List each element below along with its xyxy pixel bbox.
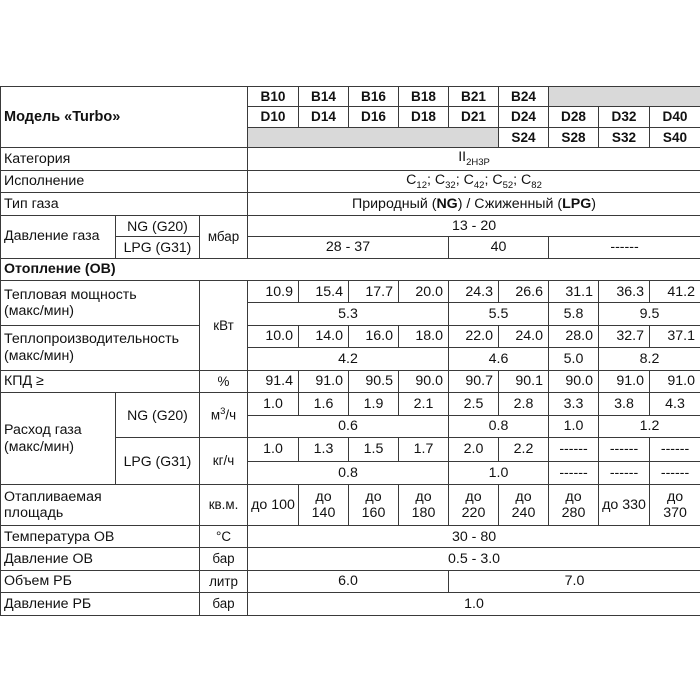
gas-ng-label: NG (G20) xyxy=(116,393,200,438)
model-code: D14 xyxy=(299,107,349,127)
unit-label: литр xyxy=(200,570,248,592)
model-code: B10 xyxy=(248,87,299,107)
value-cell: 26.6 xyxy=(499,280,549,302)
value-cell: 90.5 xyxy=(349,370,399,392)
value-cell: ------ xyxy=(599,438,650,461)
value-cell: 41.2 xyxy=(650,280,700,302)
row-heat-output-max xyxy=(1,325,700,347)
value-cell: 1.3 xyxy=(299,438,349,461)
value-cell: 90.1 xyxy=(499,370,549,392)
value-cell: 20.0 xyxy=(399,280,449,302)
gas-ng-label: NG (G20) xyxy=(116,215,200,236)
row-category xyxy=(1,148,700,170)
row-label: Тепловая мощность (макс/мин) xyxy=(1,280,200,325)
value-cell: 2.0 xyxy=(449,438,499,461)
value-cell: 0.8 xyxy=(449,415,549,437)
row-label: Тип газа xyxy=(1,193,248,215)
value-cell: 1.9 xyxy=(349,393,399,415)
unit-label: °C xyxy=(200,525,248,547)
value-cell: 24.3 xyxy=(449,280,499,302)
value-cell: до 330 xyxy=(599,485,650,526)
value-cell: 18.0 xyxy=(399,325,449,347)
value-cell: до 140 xyxy=(299,485,349,526)
model-code: B16 xyxy=(349,87,399,107)
value-cell: 90.7 xyxy=(449,370,499,392)
value-cell: 1.0 xyxy=(248,393,299,415)
lpg-pressure-value: 40 xyxy=(449,237,549,258)
value-cell: 14.0 xyxy=(299,325,349,347)
model-code: D10 xyxy=(248,107,299,127)
value-cell: 5.3 xyxy=(248,303,449,325)
value-cell: 1.7 xyxy=(399,438,449,461)
category-value: $II_{2H3P}$ xyxy=(248,148,700,170)
unit-label: кг/ч xyxy=(200,438,248,485)
model-code: D32 xyxy=(599,107,650,127)
value-cell: 1.0 xyxy=(248,593,700,616)
model-code: B14 xyxy=(299,87,349,107)
value-cell: ------ xyxy=(549,438,599,461)
spec-table xyxy=(0,86,700,616)
value-cell: 1.5 xyxy=(349,438,399,461)
row-label: Расход газа (макс/мин) xyxy=(1,393,116,485)
row-label: Давление газа xyxy=(1,215,116,258)
row-label: Категория xyxy=(1,148,248,170)
value-cell: 91.0 xyxy=(299,370,349,392)
model-code: S40 xyxy=(650,127,700,147)
value-cell: 91.0 xyxy=(599,370,650,392)
model-code: D28 xyxy=(549,107,599,127)
unit-label: кв.м. xyxy=(200,485,248,526)
model-code: B21 xyxy=(449,87,499,107)
row-heating-section xyxy=(1,258,700,280)
row-version xyxy=(1,170,700,192)
row-tank-pressure xyxy=(1,593,700,616)
value-cell: 0.8 xyxy=(248,461,449,484)
header-grey-cell xyxy=(549,87,700,107)
value-cell: до 280 xyxy=(549,485,599,526)
value-cell: 8.2 xyxy=(599,348,700,370)
value-cell: 4.6 xyxy=(449,348,549,370)
value-cell: 22.0 xyxy=(449,325,499,347)
value-cell: 24.0 xyxy=(499,325,549,347)
unit-label: бар xyxy=(200,548,248,570)
value-cell: 10.9 xyxy=(248,280,299,302)
unit-label: кВт xyxy=(200,280,248,370)
value-cell: 2.2 xyxy=(499,438,549,461)
row-label: Давление РБ xyxy=(1,593,200,616)
value-cell: 1.6 xyxy=(299,393,349,415)
value-cell: 90.0 xyxy=(399,370,449,392)
row-gas-type xyxy=(1,193,700,215)
value-cell: 3.8 xyxy=(599,393,650,415)
unit-label: мбар xyxy=(200,215,248,258)
model-title: Модель «Turbo» xyxy=(1,87,248,148)
model-code: B24 xyxy=(499,87,549,107)
value-cell: 2.5 xyxy=(449,393,499,415)
value-cell: 2.1 xyxy=(399,393,449,415)
value-cell: 5.0 xyxy=(549,348,599,370)
row-label: Исполнение xyxy=(1,170,248,192)
value-cell: 0.5 - 3.0 xyxy=(248,548,700,570)
row-label: Объем РБ xyxy=(1,570,200,592)
model-code: D21 xyxy=(449,107,499,127)
unit-label: % xyxy=(200,370,248,392)
model-code: S24 xyxy=(499,127,549,147)
gas-lpg-label: LPG (G31) xyxy=(116,438,200,485)
value-cell: до 240 xyxy=(499,485,549,526)
model-code: D18 xyxy=(399,107,449,127)
row-label: Температура ОВ xyxy=(1,525,200,547)
value-cell: 0.6 xyxy=(248,415,449,437)
gas-type-value: Природный (NG) / Сжиженный (LPG) xyxy=(248,193,700,215)
ng-pressure-value: 13 - 20 xyxy=(248,215,700,236)
gas-lpg-label: LPG (G31) xyxy=(116,237,200,258)
row-heat-power-max xyxy=(1,280,700,302)
value-cell: 4.3 xyxy=(650,393,700,415)
value-cell: 15.4 xyxy=(299,280,349,302)
value-cell: до 220 xyxy=(449,485,499,526)
value-cell: 1.0 xyxy=(248,438,299,461)
header-row-1 xyxy=(1,87,700,107)
value-cell: 32.7 xyxy=(599,325,650,347)
value-cell: 1.0 xyxy=(549,415,599,437)
model-code: D16 xyxy=(349,107,399,127)
value-cell: 5.5 xyxy=(449,303,549,325)
unit-label: $м^3/ч$ xyxy=(200,393,248,438)
value-cell: 17.7 xyxy=(349,280,399,302)
value-cell: 90.0 xyxy=(549,370,599,392)
row-pressure-ov xyxy=(1,548,700,570)
model-code: S32 xyxy=(599,127,650,147)
value-cell: 2.8 xyxy=(499,393,549,415)
value-cell: 91.4 xyxy=(248,370,299,392)
row-heated-area xyxy=(1,485,700,526)
value-cell: 36.3 xyxy=(599,280,650,302)
value-cell: ------ xyxy=(549,461,599,484)
value-cell: 6.0 xyxy=(248,570,449,592)
value-cell: до 100 xyxy=(248,485,299,526)
value-cell: до 160 xyxy=(349,485,399,526)
row-gas-pressure-ng xyxy=(1,215,700,236)
header-grey-cell xyxy=(248,127,499,147)
value-cell: 4.2 xyxy=(248,348,449,370)
model-code: S28 xyxy=(549,127,599,147)
row-label: Отапливаемая площадь xyxy=(1,485,200,526)
value-cell: до 370 xyxy=(650,485,700,526)
lpg-pressure-value: ------ xyxy=(549,237,700,258)
value-cell: 31.1 xyxy=(549,280,599,302)
value-cell: 1.0 xyxy=(449,461,549,484)
value-cell: 1.2 xyxy=(599,415,700,437)
value-cell: 5.8 xyxy=(549,303,599,325)
section-heading: Отопление (ОВ) xyxy=(1,258,700,280)
version-value: $C_{12}$; $C_{32}$; $C_{42}$; $C_{52}$; $C_{82}$ xyxy=(248,170,700,192)
row-label: Давление ОВ xyxy=(1,548,200,570)
model-code: B18 xyxy=(399,87,449,107)
unit-label: бар xyxy=(200,593,248,616)
value-cell: 3.3 xyxy=(549,393,599,415)
value-cell: 91.0 xyxy=(650,370,700,392)
row-tank-volume xyxy=(1,570,700,592)
value-cell: 30 - 80 xyxy=(248,525,700,547)
value-cell: ------ xyxy=(599,461,650,484)
model-code: D40 xyxy=(650,107,700,127)
row-label: КПД ≥ xyxy=(1,370,200,392)
model-code: D24 xyxy=(499,107,549,127)
value-cell: 28.0 xyxy=(549,325,599,347)
value-cell: 7.0 xyxy=(449,570,700,592)
row-temperature xyxy=(1,525,700,547)
lpg-pressure-value: 28 - 37 xyxy=(248,237,449,258)
value-cell: ------ xyxy=(650,438,700,461)
value-cell: до 180 xyxy=(399,485,449,526)
value-cell: 37.1 xyxy=(650,325,700,347)
value-cell: 9.5 xyxy=(599,303,700,325)
row-label: Теплопроизводительность (макс/мин) xyxy=(1,325,200,370)
value-cell: 16.0 xyxy=(349,325,399,347)
value-cell: ------ xyxy=(650,461,700,484)
row-gas-flow-ng-max xyxy=(1,393,700,415)
row-efficiency xyxy=(1,370,700,392)
value-cell: 10.0 xyxy=(248,325,299,347)
